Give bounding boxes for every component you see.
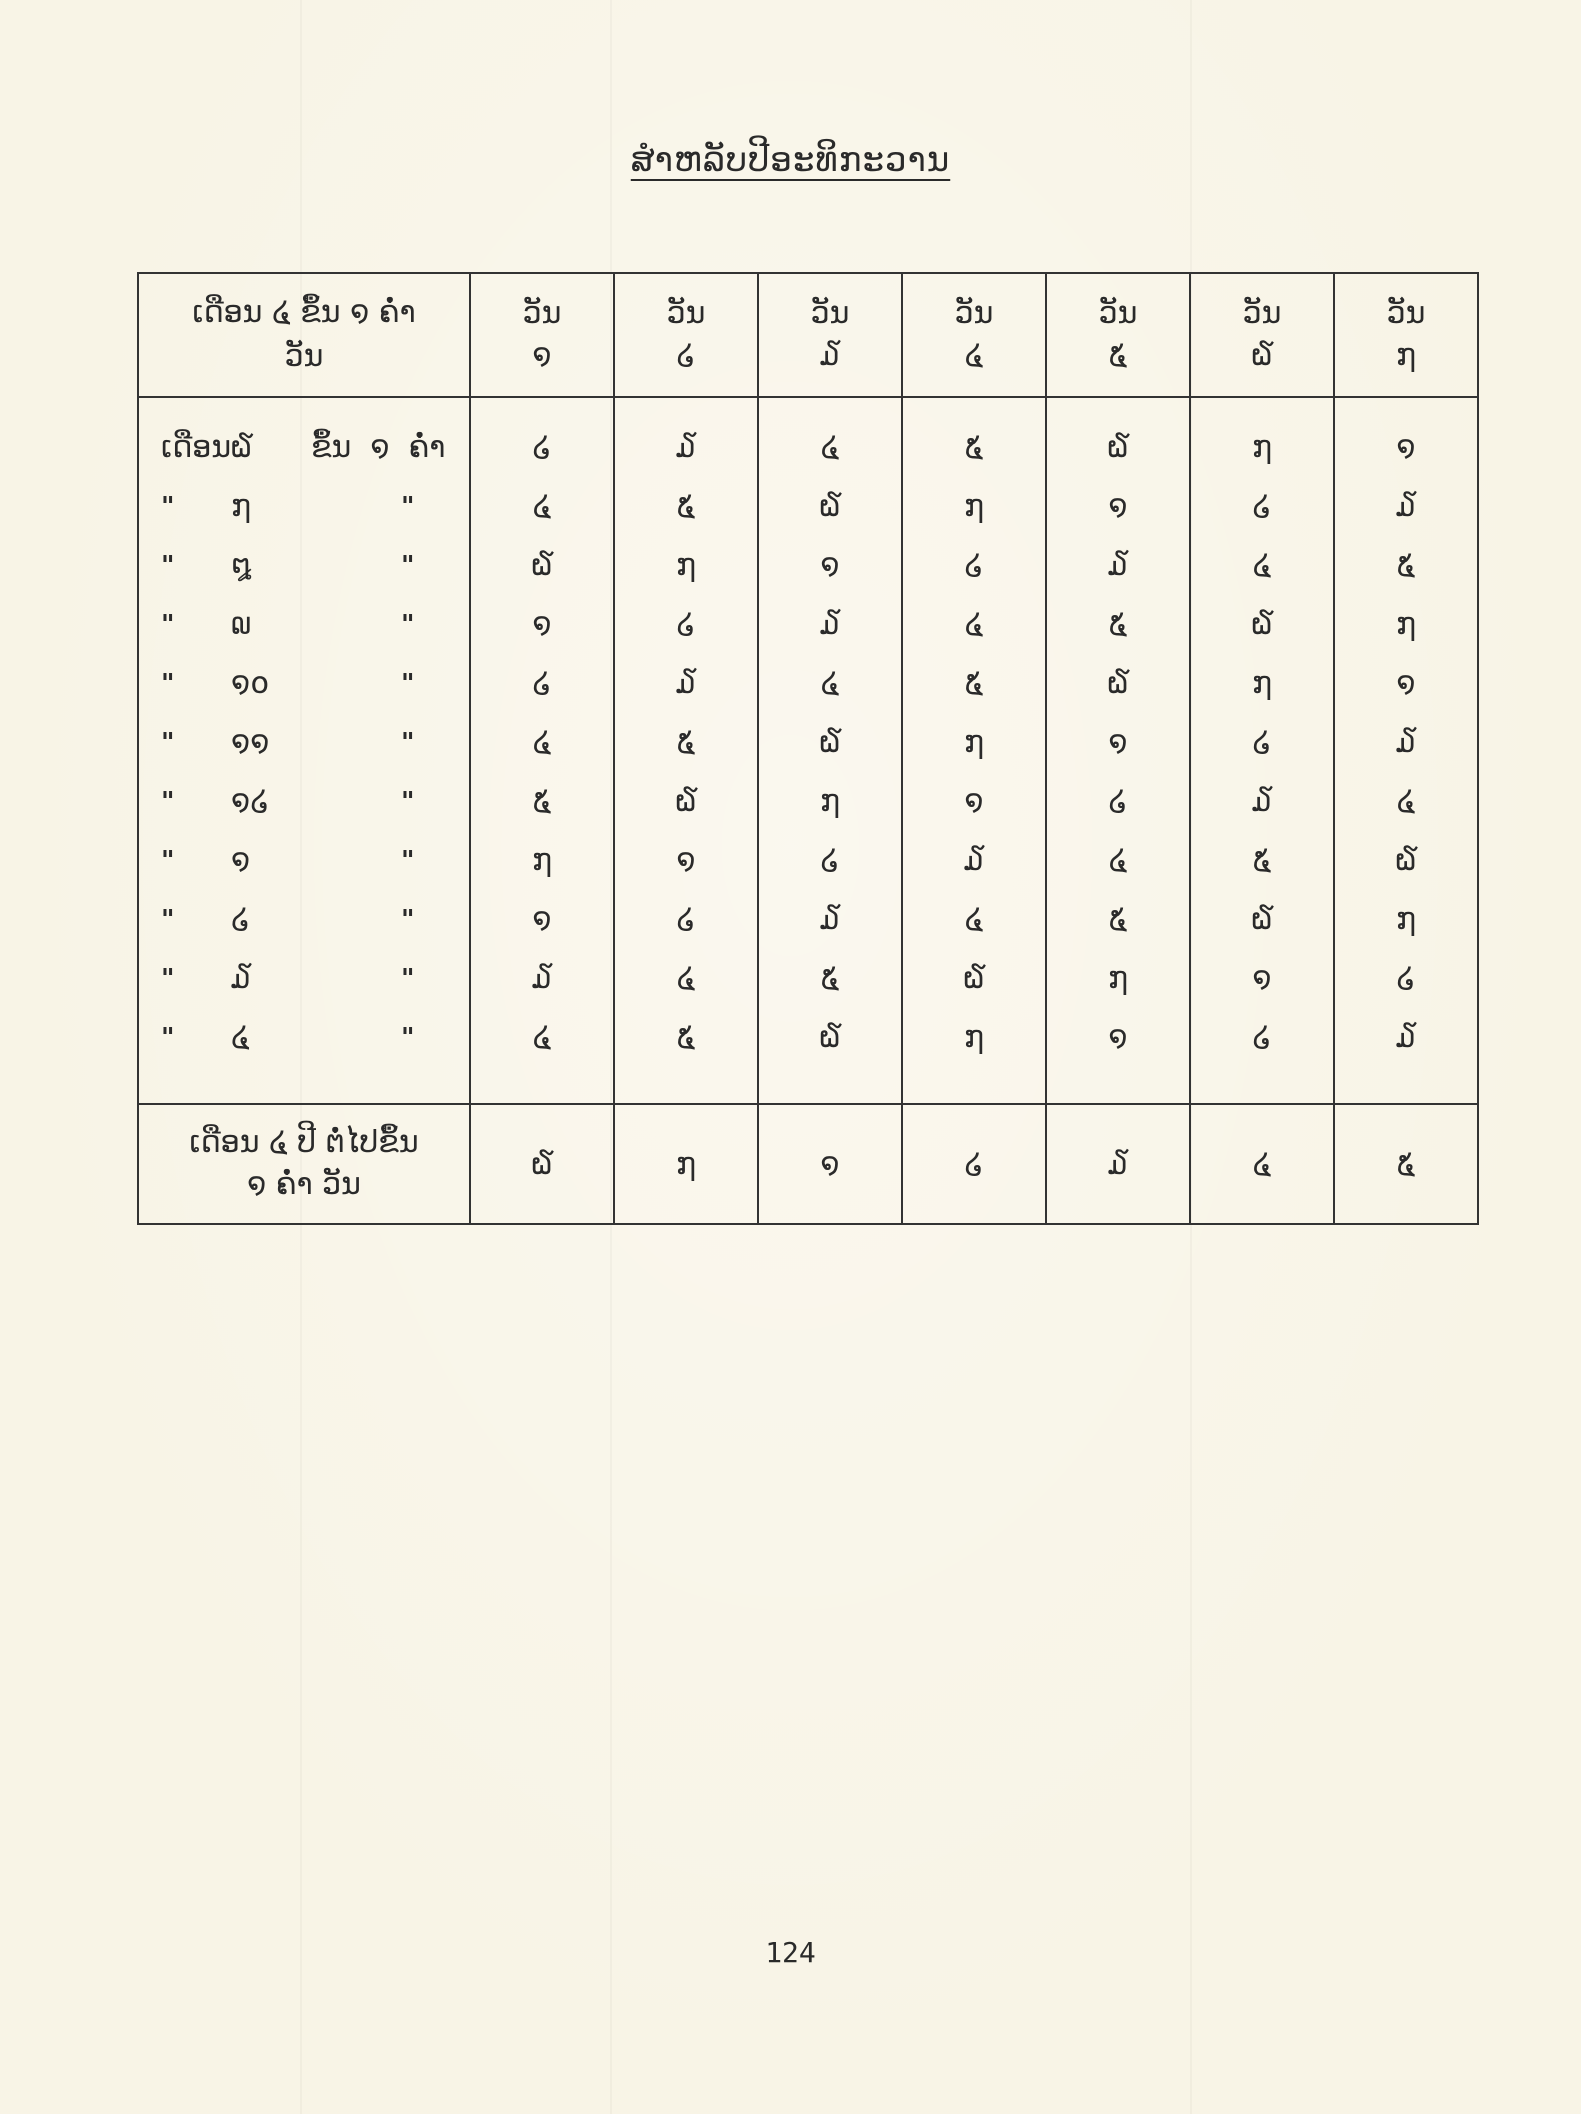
- row-label-month: ໑໐: [231, 666, 270, 701]
- header-corner-cell: [138, 273, 470, 397]
- table-cell: ໖: [758, 713, 902, 772]
- table-row: [138, 890, 1478, 949]
- table-cell: ໗: [1334, 890, 1478, 949]
- calendar-table: [137, 272, 1479, 1225]
- row-label-prefix: ": [161, 786, 175, 817]
- page-title: ສຳຫລັບປີອະທິກະວານ: [630, 140, 951, 180]
- table-row: [138, 536, 1478, 595]
- table-cell: ໕: [902, 418, 1046, 477]
- row-label-suffix: ": [401, 1022, 415, 1053]
- row-label-month: ໑໑: [231, 725, 270, 760]
- table-row: [138, 654, 1478, 713]
- row-label: [161, 843, 469, 878]
- table-cell: ໖: [1190, 595, 1334, 654]
- table-cell: ໕: [1190, 831, 1334, 890]
- table-cell: ໓: [1334, 477, 1478, 536]
- table-cell: ໗: [758, 772, 902, 831]
- table-cell: ໓: [902, 831, 1046, 890]
- row-label-suffix: ": [401, 727, 415, 758]
- table-cell: ໒: [1190, 477, 1334, 536]
- row-label-cell: [138, 595, 470, 654]
- table-cell: ໔: [758, 418, 902, 477]
- table-cell: ໑: [758, 536, 902, 595]
- row-label-month: ໗: [231, 489, 252, 524]
- table-cell: ໓: [758, 890, 902, 949]
- table-cell: ໓: [470, 949, 614, 1008]
- table-cell: ໔: [1334, 772, 1478, 831]
- table-cell: ໔: [470, 713, 614, 772]
- table-cell: ໗: [902, 1008, 1046, 1067]
- table-cell: ໗: [1190, 418, 1334, 477]
- table-row: [138, 831, 1478, 890]
- row-label-month: ໔: [231, 1020, 250, 1055]
- footer-value-cell: ໒: [902, 1104, 1046, 1224]
- footer-value-cell: ໖: [470, 1104, 614, 1224]
- row-label-suffix: ": [401, 904, 415, 935]
- column-header: [614, 273, 758, 397]
- column-header: [470, 273, 614, 397]
- table-cell: ໒: [1190, 1008, 1334, 1067]
- table-cell: ໑: [1334, 654, 1478, 713]
- row-label: [161, 1020, 469, 1055]
- table-spacer-row: [138, 397, 1478, 418]
- table-cell: ໓: [1190, 772, 1334, 831]
- table-footer-row: [138, 1104, 1478, 1224]
- table-cell: ໓: [1334, 1008, 1478, 1067]
- table-cell: ໒: [470, 418, 614, 477]
- row-label-cell: [138, 831, 470, 890]
- row-label: [161, 902, 469, 937]
- row-label-cell: [138, 890, 470, 949]
- table-cell: ໑: [1046, 713, 1190, 772]
- table-cell: ໔: [614, 949, 758, 1008]
- table-cell: ໑: [1046, 477, 1190, 536]
- table-cell: ໒: [1334, 949, 1478, 1008]
- row-label-cell: [138, 477, 470, 536]
- table-cell: ໑: [1334, 418, 1478, 477]
- footer-label-line1: ເດືອນ ໔ ປີ ຕໍ່ໄປຂຶ້ນ: [189, 1125, 419, 1160]
- table-cell: ໔: [1046, 831, 1190, 890]
- row-label-month: ໖: [231, 430, 253, 465]
- table-cell: ໔: [902, 595, 1046, 654]
- row-label-suffix: ": [401, 845, 415, 876]
- row-label-cell: [138, 418, 470, 477]
- table-cell: ໑: [470, 595, 614, 654]
- row-label: [161, 489, 469, 524]
- row-label-suffix: ຂຶ້ນ ໑ ຄ່ຳ: [311, 430, 446, 465]
- header-corner-line1: ເດືອນ ໔ ຂຶ້ນ ໑ ຄ່ຳ: [192, 295, 416, 330]
- row-label-prefix: ": [161, 491, 175, 522]
- column-header-label: ວັນ: [1098, 296, 1138, 331]
- table-cell: ໖: [1334, 831, 1478, 890]
- table-cell: ໕: [758, 949, 902, 1008]
- column-header-number: ໓: [819, 338, 841, 373]
- row-label: [161, 430, 469, 465]
- column-header-label: ວັນ: [666, 296, 706, 331]
- footer-label-line2: ໑ ຄ່ຳ ວັນ: [247, 1167, 361, 1202]
- row-label-month: ໘: [231, 548, 252, 583]
- column-header: [1046, 273, 1190, 397]
- row-label-prefix: ": [161, 668, 175, 699]
- table-cell: ໕: [1046, 890, 1190, 949]
- column-header: [758, 273, 902, 397]
- table-row: [138, 418, 1478, 477]
- table-body: [138, 397, 1478, 1104]
- table-row: [138, 713, 1478, 772]
- table-row: [138, 949, 1478, 1008]
- table-cell: ໖: [902, 949, 1046, 1008]
- row-label: [161, 725, 469, 760]
- column-header-label: ວັນ: [1386, 296, 1426, 331]
- table-cell: ໑: [1190, 949, 1334, 1008]
- table-cell: ໕: [1046, 595, 1190, 654]
- table-cell: ໖: [470, 536, 614, 595]
- table-cell: ໕: [614, 1008, 758, 1067]
- row-label-month: ໓: [231, 961, 252, 996]
- row-label-month: ໑໒: [231, 784, 270, 819]
- row-label: [161, 666, 469, 701]
- table-cell: ໕: [614, 477, 758, 536]
- table-cell: ໔: [758, 654, 902, 713]
- table-spacer-row: [138, 1067, 1478, 1104]
- table-cell: ໗: [1334, 595, 1478, 654]
- table-cell: ໒: [470, 654, 614, 713]
- row-label-prefix: ": [161, 1022, 175, 1053]
- table-cell: ໕: [1334, 536, 1478, 595]
- column-header-number: ໗: [1395, 338, 1417, 373]
- table-cell: ໒: [902, 536, 1046, 595]
- row-label-cell: [138, 654, 470, 713]
- row-label-cell: [138, 713, 470, 772]
- row-label-month: ໙: [231, 607, 252, 642]
- table-cell: ໑: [1046, 1008, 1190, 1067]
- table-cell: ໒: [614, 595, 758, 654]
- table-cell: ໓: [758, 595, 902, 654]
- column-header-number: ໖: [1251, 338, 1273, 373]
- footer-value-cell: ໓: [1046, 1104, 1190, 1224]
- table-cell: ໒: [1190, 713, 1334, 772]
- column-header-number: ໒: [676, 338, 696, 373]
- table-cell: ໖: [758, 477, 902, 536]
- table-cell: ໑: [614, 831, 758, 890]
- row-label-month: ໒: [231, 902, 251, 937]
- table-cell: ໗: [1190, 654, 1334, 713]
- column-header: [1190, 273, 1334, 397]
- column-header-number: ໔: [964, 338, 984, 373]
- page-number: 124: [765, 1936, 816, 1969]
- column-header: [902, 273, 1046, 397]
- row-label-month: ໑: [231, 843, 251, 878]
- column-header-number: ໕: [1108, 338, 1128, 373]
- row-label-prefix: ": [161, 609, 175, 640]
- row-label-suffix: ": [401, 609, 415, 640]
- table-row: [138, 772, 1478, 831]
- table-row: [138, 477, 1478, 536]
- footer-value-cell: ໕: [1334, 1104, 1478, 1224]
- table-cell: ໓: [614, 418, 758, 477]
- column-header-number: ໑: [532, 338, 552, 373]
- table-cell: ໗: [1046, 949, 1190, 1008]
- row-label-cell: [138, 772, 470, 831]
- table-header-row: [138, 273, 1478, 397]
- row-label-cell: [138, 949, 470, 1008]
- table-cell: ໔: [470, 1008, 614, 1067]
- row-label-prefix: ເດືອນ: [161, 430, 232, 465]
- column-header-label: ວັນ: [522, 296, 562, 331]
- table-cell: ໔: [1190, 536, 1334, 595]
- table-cell: ໒: [614, 890, 758, 949]
- table-cell: ໔: [470, 477, 614, 536]
- table-cell: ໗: [614, 536, 758, 595]
- row-label: [161, 784, 469, 819]
- row-label-cell: [138, 1008, 470, 1067]
- row-label-prefix: ": [161, 845, 175, 876]
- table-row: [138, 595, 1478, 654]
- row-label: [161, 607, 469, 642]
- table-cell: ໗: [902, 713, 1046, 772]
- table-cell: ໓: [1334, 713, 1478, 772]
- column-header-label: ວັນ: [1242, 296, 1282, 331]
- row-label-prefix: ": [161, 963, 175, 994]
- row-label-suffix: ": [401, 963, 415, 994]
- row-label: [161, 548, 469, 583]
- column-header-label: ວັນ: [810, 296, 850, 331]
- row-label-suffix: ": [401, 786, 415, 817]
- table-cell: ໑: [470, 890, 614, 949]
- table-cell: ໑: [902, 772, 1046, 831]
- table-cell: ໓: [614, 654, 758, 713]
- table-cell: ໕: [470, 772, 614, 831]
- table-cell: ໗: [902, 477, 1046, 536]
- table-cell: ໔: [902, 890, 1046, 949]
- footer-value-cell: ໗: [614, 1104, 758, 1224]
- column-header-label: ວັນ: [954, 296, 994, 331]
- table-cell: ໓: [1046, 536, 1190, 595]
- header-corner-line2: ວັນ: [284, 339, 324, 374]
- row-label: [161, 961, 469, 996]
- table-cell: ໒: [758, 831, 902, 890]
- row-label-prefix: ": [161, 727, 175, 758]
- row-label-suffix: ": [401, 668, 415, 699]
- table-cell: ໗: [470, 831, 614, 890]
- table-cell: ໖: [1046, 654, 1190, 713]
- footer-value-cell: ໑: [758, 1104, 902, 1224]
- table-cell: ໒: [1046, 772, 1190, 831]
- table-cell: ໖: [1190, 890, 1334, 949]
- table-cell: ໖: [1046, 418, 1190, 477]
- table-cell: ໖: [758, 1008, 902, 1067]
- table-cell: ໕: [902, 654, 1046, 713]
- row-label-suffix: ": [401, 491, 415, 522]
- table-cell: ໕: [614, 713, 758, 772]
- row-label-cell: [138, 536, 470, 595]
- row-label-prefix: ": [161, 904, 175, 935]
- footer-value-cell: ໔: [1190, 1104, 1334, 1224]
- table-row: [138, 1008, 1478, 1067]
- column-header: [1334, 273, 1478, 397]
- row-label-suffix: ": [401, 550, 415, 581]
- table-cell: ໖: [614, 772, 758, 831]
- footer-label-cell: [138, 1104, 470, 1224]
- row-label-prefix: ": [161, 550, 175, 581]
